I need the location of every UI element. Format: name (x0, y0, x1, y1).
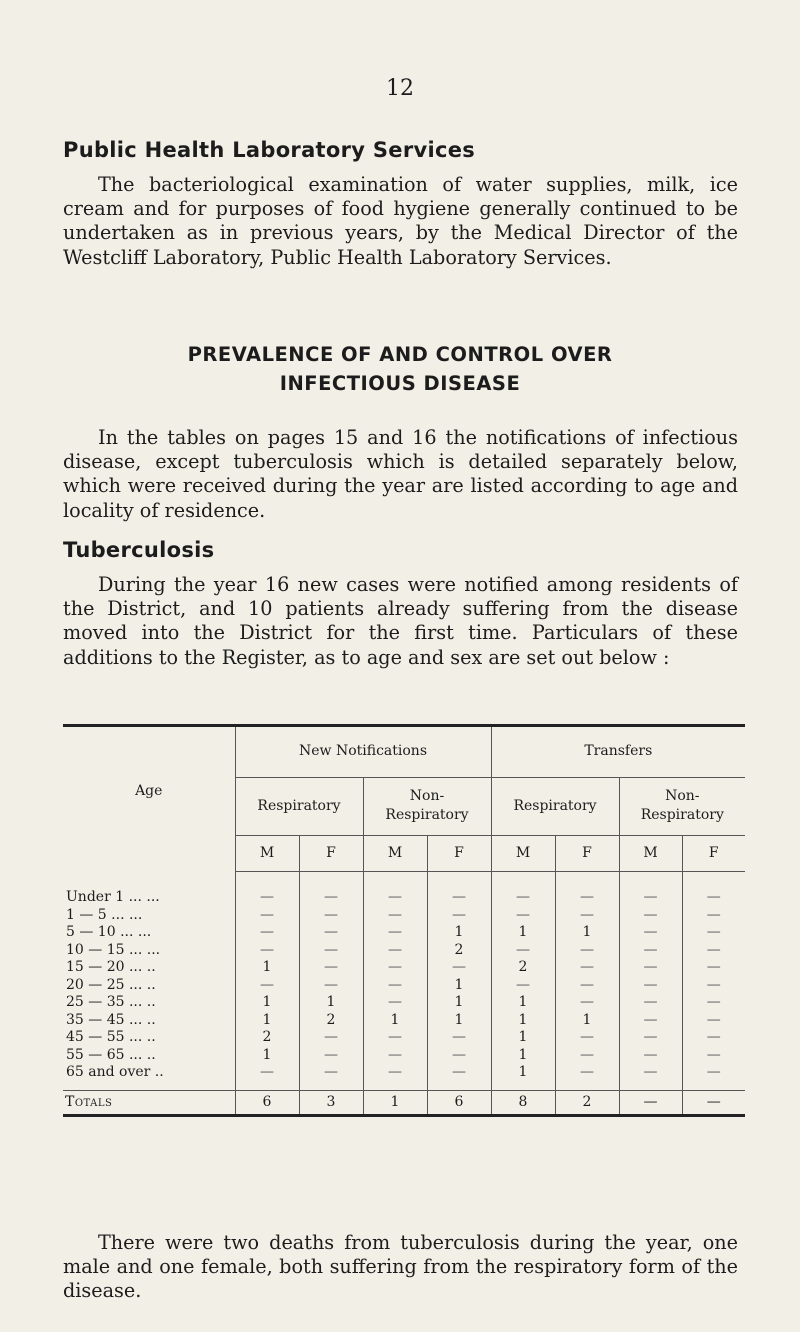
table-cell: — (299, 942, 363, 960)
total-cell: 3 (299, 1090, 363, 1114)
table-cell: 1 (363, 1012, 427, 1030)
table-cell: — (619, 889, 682, 907)
table-cell: — (299, 1047, 363, 1065)
table-cell: 1 (235, 994, 299, 1012)
table-cell: — (363, 1029, 427, 1047)
table-cell: 1 (427, 924, 491, 942)
total-cell: 6 (427, 1090, 491, 1114)
table-cell: 1 (491, 924, 555, 942)
table-cell: — (235, 977, 299, 995)
table-cell: 2 (235, 1029, 299, 1047)
paragraph-laboratory: The bacteriological examination of water supplies, milk, ice cream and for purposes of food hygiene generally continued to be undertaken as in previous years, by the Medical Director of the Westcliff Laboratory, Public Health Laboratory Services. (63, 173, 738, 269)
table-cell: — (299, 907, 363, 925)
table-cell: — (706, 1064, 721, 1080)
table-cell: — (706, 1029, 721, 1045)
table-cell: — (363, 959, 427, 977)
age-cell: 1 — 5 ... ... (63, 907, 235, 925)
section-heading-laboratory: Public Health Laboratory Services (63, 138, 476, 162)
header-f: F (427, 835, 491, 871)
table-cell: 1 (491, 1029, 555, 1047)
table-cell: — (619, 977, 682, 995)
table-cell: — (235, 907, 299, 925)
age-cell: 45 — 55 ... .. (63, 1029, 235, 1047)
table-cell: — (235, 942, 299, 960)
table-cell: — (555, 942, 619, 960)
table-row (63, 889, 745, 907)
table-cell: — (706, 994, 721, 1010)
table-cell: — (619, 924, 682, 942)
table-cell: — (619, 1047, 682, 1065)
section-heading-prevalence (60, 340, 740, 398)
table-cell: — (555, 959, 619, 977)
header-m: M (363, 835, 427, 871)
table-cell: — (299, 924, 363, 942)
table-cell: — (363, 1064, 427, 1082)
table-cell: — (706, 941, 721, 958)
table-cell: — (555, 889, 619, 907)
table-cell: — (706, 959, 721, 975)
header-transfer-respiratory: Respiratory (491, 777, 619, 835)
header-f: F (299, 835, 363, 871)
table-cell: 1 (491, 1064, 555, 1082)
table-cell: 1 (427, 994, 491, 1012)
table-cell: — (619, 1012, 682, 1030)
age-cell: 5 — 10 ... ... (63, 924, 235, 942)
table-cell: — (619, 907, 682, 925)
table-cell: 1 (491, 1012, 555, 1030)
table-cell: — (235, 1064, 299, 1082)
header-m: M (491, 835, 555, 871)
table-cell: — (427, 1029, 491, 1047)
header-new-non-respiratory: Non- Respiratory (363, 777, 491, 835)
table-cell: 1 (235, 1012, 299, 1030)
table-row (63, 942, 745, 960)
paragraph-tuberculosis: During the year 16 new cases were notified among residents of the District, and 10 patients already suffering from the disease moved into the District for the first time. Particulars of these additions to the Register, as to age and sex are set out below : (63, 573, 738, 669)
table-row (63, 1047, 745, 1065)
table-row (63, 994, 745, 1012)
table-cell: 2 (491, 959, 555, 977)
table-cell: — (706, 906, 721, 923)
table-cell: — (555, 977, 619, 995)
header-new-respiratory: Respiratory (235, 777, 363, 835)
table-cell: — (619, 959, 682, 977)
age-cell: 25 — 35 ... .. (63, 994, 235, 1012)
paragraph-deaths: There were two deaths from tuberculosis during the year, one male and one female, both suffering from the respiratory form of the disease. (63, 1231, 738, 1303)
tuberculosis-table (63, 724, 745, 1117)
total-cell: 2 (555, 1090, 619, 1114)
table-row (63, 1029, 745, 1047)
table-cell: — (555, 907, 619, 925)
table-cell: — (299, 959, 363, 977)
table-cell: — (706, 1046, 721, 1063)
header-f: F (555, 835, 619, 871)
table-row (63, 959, 745, 977)
table-cell: — (299, 977, 363, 995)
table-cell: — (555, 1064, 619, 1082)
total-cell: — (682, 1090, 745, 1114)
table-cell: 2 (299, 1012, 363, 1030)
table-cell: — (555, 1047, 619, 1065)
header-new-notifications: New Notifications (235, 727, 491, 777)
header-m: M (619, 835, 682, 871)
table-cell: — (427, 907, 491, 925)
header-f: F (682, 835, 745, 871)
table-cell: 1 (555, 924, 619, 942)
table-cell: — (619, 994, 682, 1012)
table-cell: — (619, 942, 682, 960)
table-cell: 1 (555, 1012, 619, 1030)
header-transfer-non-respiratory: Non- Respiratory (619, 777, 745, 835)
table-cell: 1 (235, 1047, 299, 1065)
table-cell: — (491, 889, 555, 907)
totals-label: Totals (63, 1090, 235, 1114)
age-cell: 55 — 65 ... .. (63, 1047, 235, 1065)
table-cell: — (619, 1029, 682, 1047)
table-row (63, 977, 745, 995)
table-cell: 1 (491, 994, 555, 1012)
table-row (63, 1064, 745, 1082)
table-cell: 1 (491, 1047, 555, 1065)
table-cell: — (363, 1047, 427, 1065)
table-cell: — (363, 907, 427, 925)
age-cell: 15 — 20 ... .. (63, 959, 235, 977)
table-cell: 1 (427, 977, 491, 995)
page-number: 12 (386, 76, 414, 101)
age-cell: 10 — 15 ... ... (63, 942, 235, 960)
table-cell: — (427, 959, 491, 977)
table-cell: — (363, 994, 427, 1012)
age-cell: 20 — 25 ... .. (63, 977, 235, 995)
table-cell: — (427, 1064, 491, 1082)
table-cell: — (555, 994, 619, 1012)
header-transfers: Transfers (491, 727, 745, 777)
heading-line: PREVALENCE OF AND CONTROL OVER (187, 343, 613, 366)
table-cell: — (235, 924, 299, 942)
table-cell: 1 (299, 994, 363, 1012)
table-cell: — (491, 942, 555, 960)
table-cell: — (363, 889, 427, 907)
total-cell: 1 (363, 1090, 427, 1114)
table-cell: 1 (427, 1012, 491, 1030)
table-row (63, 907, 745, 925)
table-cell: — (363, 942, 427, 960)
table-cell: — (235, 889, 299, 907)
table-cell: 2 (427, 942, 491, 960)
table-row (63, 924, 745, 942)
table-cell: — (491, 977, 555, 995)
table-cell: — (706, 889, 721, 905)
table-row (63, 1012, 745, 1030)
table-cell: — (491, 907, 555, 925)
totals-row (63, 1090, 745, 1114)
age-cell: Under 1 ... ... (63, 889, 235, 907)
age-cell: 65 and over .. (63, 1064, 235, 1082)
table-cell: — (363, 977, 427, 995)
header-age: Age (63, 727, 235, 871)
table-cell: 1 (235, 959, 299, 977)
table-cell: — (706, 976, 721, 993)
table-cell: — (706, 1011, 721, 1028)
table-cell: — (299, 1029, 363, 1047)
table-cell: — (299, 1064, 363, 1082)
table-cell: — (299, 889, 363, 907)
table-cell: — (427, 1047, 491, 1065)
total-cell: 8 (491, 1090, 555, 1114)
header-m: M (235, 835, 299, 871)
section-heading-tuberculosis: Tuberculosis (63, 538, 215, 562)
table-cell: — (555, 1029, 619, 1047)
total-cell: 6 (235, 1090, 299, 1114)
table-cell: — (706, 924, 721, 940)
total-cell: — (619, 1090, 682, 1114)
paragraph-prevalence: In the tables on pages 15 and 16 the notifications of infectious disease, except tuberculosis which is detailed separately below, which were received during the year are listed according to age and locality of residence. (63, 426, 738, 522)
heading-line: INFECTIOUS DISEASE (279, 372, 521, 395)
table-cell: — (619, 1064, 682, 1082)
table-bottom-rule (63, 1114, 745, 1117)
table-cell: — (427, 889, 491, 907)
table-cell: — (363, 924, 427, 942)
age-cell: 35 — 45 ... .. (63, 1012, 235, 1030)
